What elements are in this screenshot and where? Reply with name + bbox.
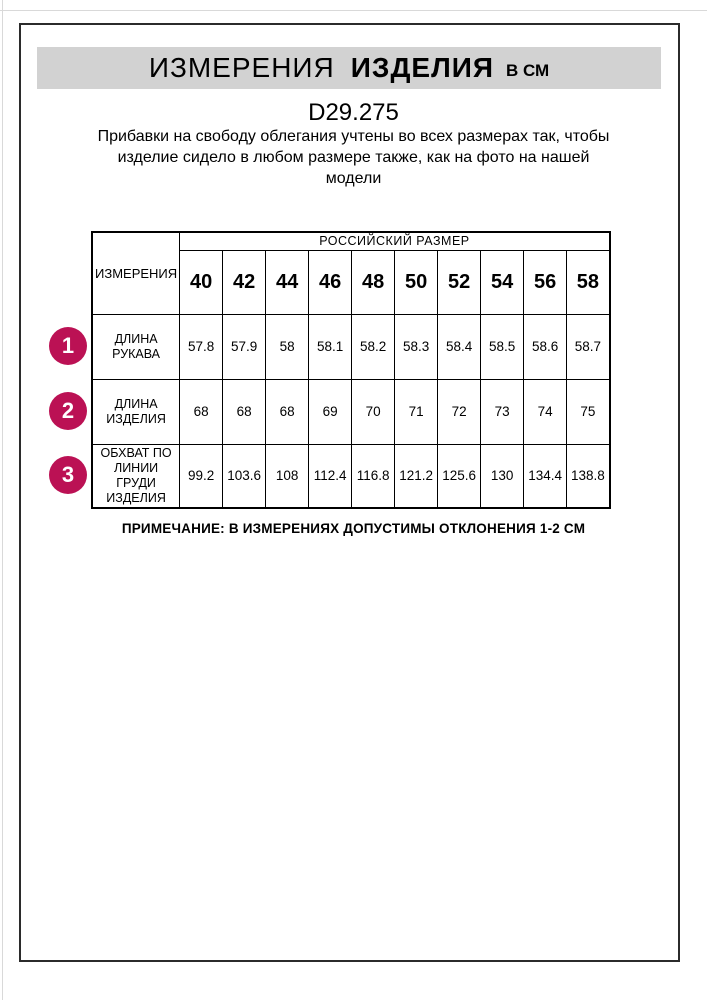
row-label-cell (92, 444, 180, 508)
size-column-header: 42 (223, 250, 266, 314)
size-column-header: 46 (309, 250, 352, 314)
measurement-value: 58.7 (567, 314, 610, 379)
measurement-value: 112.4 (309, 444, 352, 508)
measurement-value: 75 (567, 379, 610, 444)
measurement-value: 103.6 (223, 444, 266, 508)
row-label-line: ОБХВАТ ПО (100, 445, 172, 460)
measurement-value: 99.2 (180, 444, 223, 508)
measurement-value: 72 (438, 379, 481, 444)
row-label-line: ИЗДЕЛИЯ (106, 490, 166, 505)
fit-description-line: Прибавки на свободу облегания учтены во всех размерах так, чтобы (97, 128, 610, 145)
measurement-value: 69 (309, 379, 352, 444)
row-number-badge: 3 (49, 456, 87, 494)
measurement-value: 58.3 (395, 314, 438, 379)
measurement-value: 71 (395, 379, 438, 444)
measurement-value: 57.8 (180, 314, 223, 379)
measurement-value: 138.8 (567, 444, 610, 508)
measurement-value: 130 (481, 444, 524, 508)
measurement-value: 57.9 (223, 314, 266, 379)
size-column-header: 48 (352, 250, 395, 314)
measurement-value: 116.8 (352, 444, 395, 508)
fit-description-line: изделие сидело в любом размере также, как на фото на нашей (117, 149, 590, 166)
measurement-value: 134.4 (524, 444, 567, 508)
row-label-line: ГРУДИ (116, 475, 156, 490)
table-row-garment-length (92, 379, 610, 444)
size-column-header: 40 (180, 250, 223, 314)
row-label-line: РУКАВА (112, 346, 161, 361)
size-group-header-row (92, 232, 610, 250)
page-title-bold: ИЗДЕЛИЯ (350, 52, 494, 83)
row-number-badge: 1 (49, 327, 87, 365)
page-title: ИЗМЕРЕНИЯ (148, 52, 335, 83)
size-column-header: 50 (395, 250, 438, 314)
table-row-sleeve-length (92, 314, 610, 379)
russian-size-header: РОССИЙСКИЙ РАЗМЕР (180, 232, 610, 250)
fit-description-line: модели (325, 170, 382, 187)
row-label-line: ДЛИНА (114, 396, 158, 411)
measurement-value: 121.2 (395, 444, 438, 508)
row-label-line: ИЗДЕЛИЯ (106, 411, 166, 426)
measurement-value: 58.5 (481, 314, 524, 379)
measurements-table (91, 231, 611, 509)
row-label-line: ЛИНИИ (113, 460, 159, 475)
measurement-value: 68 (223, 379, 266, 444)
size-column-header: 56 (524, 250, 567, 314)
tolerance-note: ПРИМЕЧАНИЕ: В ИЗМЕРЕНИЯХ ДОПУСТИМЫ ОТКЛОНЕНИЯ 1-2 СМ (121, 521, 586, 536)
size-column-header: 52 (438, 250, 481, 314)
row-number-badge: 2 (49, 392, 87, 430)
measurement-value: 58 (266, 314, 309, 379)
scan-artifact-line-top (0, 10, 707, 11)
units-label: В СМ (505, 61, 550, 80)
row-label-line: ДЛИНА (114, 331, 158, 346)
measurement-value: 125.6 (438, 444, 481, 508)
measurement-value: 70 (352, 379, 395, 444)
size-column-header: 44 (266, 250, 309, 314)
measurements-column-header: ИЗМЕРЕНИЯ (92, 232, 180, 314)
measurement-value: 58.4 (438, 314, 481, 379)
row-label-cell (92, 314, 180, 379)
row-label-cell (92, 379, 180, 444)
measurement-value: 68 (180, 379, 223, 444)
measurement-value: 74 (524, 379, 567, 444)
fit-description (0, 126, 707, 189)
table-row-chest-girth (92, 444, 610, 508)
size-column-header: 54 (481, 250, 524, 314)
measurement-value: 58.1 (309, 314, 352, 379)
measurement-value: 108 (266, 444, 309, 508)
product-code: D29.275 (308, 99, 399, 126)
measurement-value: 73 (481, 379, 524, 444)
size-column-header: 58 (567, 250, 610, 314)
measurement-value: 58.2 (352, 314, 395, 379)
title-bar (37, 47, 661, 89)
measurement-value: 68 (266, 379, 309, 444)
measurement-value: 58.6 (524, 314, 567, 379)
